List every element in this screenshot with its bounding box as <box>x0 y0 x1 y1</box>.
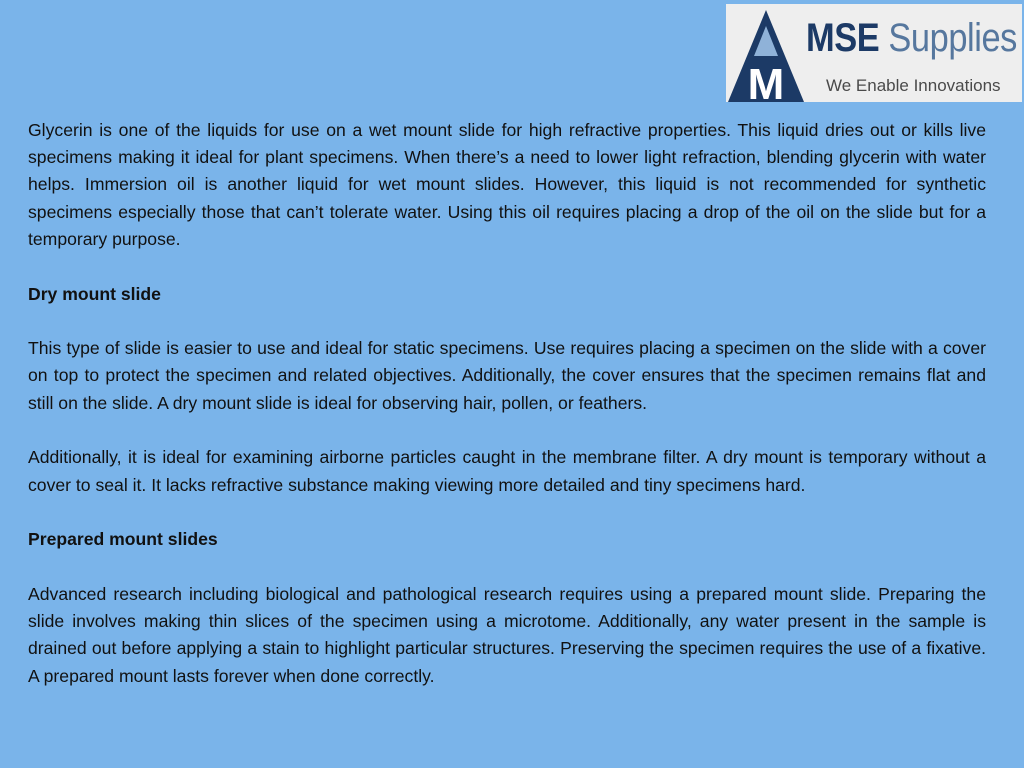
paragraph-dry-mount-description: This type of slide is easier to use and ideal for static specimens. Use requires placing a specimen on the slide with a cover on top to protect the specimen and related objectives. Additionally, the cover ensures that the specimen remains flat and still on the slide. A dry mount slide is ideal for observing hair, pollen, or feathers. <box>28 338 986 413</box>
company-logo <box>726 4 1022 102</box>
logo-title-secondary: Supplies <box>888 16 1017 60</box>
article-body <box>28 117 986 717</box>
logo-title-primary: MSE <box>806 16 880 60</box>
logo-tagline: We Enable Innovations <box>826 76 1001 95</box>
heading-prepared-mount-slides: Prepared mount slides <box>28 529 218 550</box>
paragraph-glycerin: Glycerin is one of the liquids for use on a wet mount slide for high refractive properties. This liquid dries out or kills live specimens making it ideal for plant specimens. When there’s a need to lower light refraction, blending glycerin with water helps. Immersion oil is another liquid for wet mount slides. However, this liquid is not recommended for synthetic specimens especially those that can’t tolerate water. Using this oil requires placing a drop of the oil on the slide but for a temporary purpose. <box>28 120 986 249</box>
triangle-m-icon <box>726 4 806 102</box>
heading-dry-mount-slide: Dry mount slide <box>28 283 161 304</box>
paragraph-prepared-mount: Advanced research including biological and pathological research requires using a prepared mount slide. Preparing the slide involves making thin slices of the specimen using a microtome. Additionally, any water present in the sample is drained out before applying a stain to highlight particular structures. Preserving the specimen requires the use of a fixative. A prepared mount lasts forever when done correctly. <box>28 583 986 686</box>
logo-letter: M <box>747 60 785 102</box>
paragraph-dry-mount-airborne: Additionally, it is ideal for examining airborne particles caught in the membrane filter. A dry mount is temporary without a cover to seal it. It lacks refractive substance making viewing more detailed and tiny specimens hard. <box>28 447 986 495</box>
logo-title <box>806 16 1017 60</box>
